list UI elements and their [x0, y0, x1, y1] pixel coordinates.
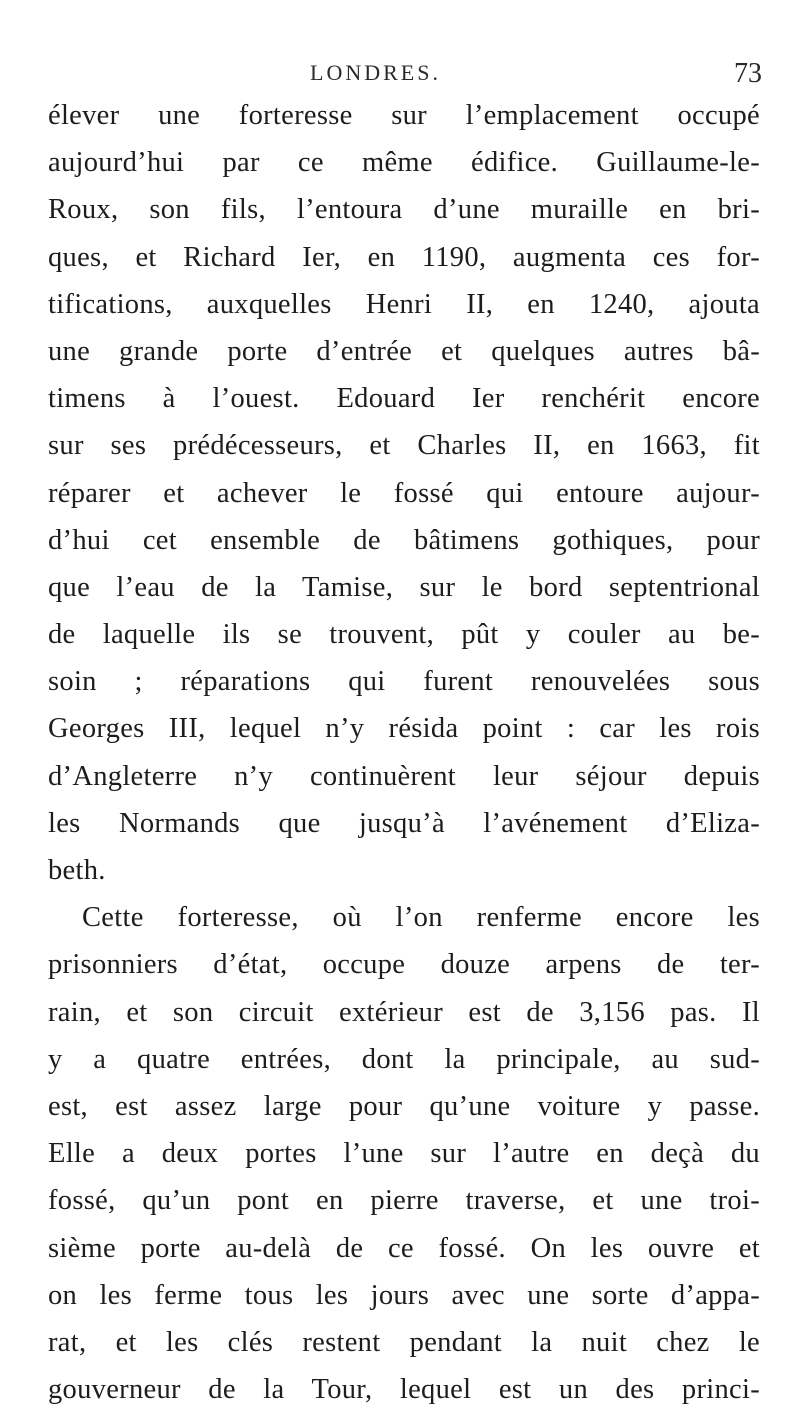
text-line: une grande porte d’entrée et quelques autres bâ-: [48, 335, 760, 367]
text-line: Roux, son fils, l’entoura d’une muraille en bri-: [48, 194, 760, 226]
text-line: d’Angleterre n’y continuèrent leur séjour depuis: [48, 760, 760, 792]
text-line: ques, et Richard Ier, en 1190, augmenta ces for-: [48, 241, 760, 273]
paragraph-2: [48, 894, 760, 1413]
text-line: élever une forteresse sur l’emplacement occupé: [48, 100, 760, 131]
text-line: d’hui cet ensemble de bâtimens gothiques, pour: [48, 524, 760, 556]
text-line: est, est assez large pour qu’une voiture y passe.: [48, 1090, 760, 1122]
text-line: Georges III, lequel n’y résida point : car les rois: [48, 713, 760, 745]
text-line: soin ; réparations qui furent renouvelées sous: [48, 666, 760, 698]
text-line: aujourd’hui par ce même édifice. Guillaume-le-: [48, 147, 760, 179]
text-line: beth.: [48, 855, 106, 886]
text-body: [48, 92, 760, 1413]
text-line: fossé, qu’un pont en pierre traverse, et une troi-: [48, 1185, 760, 1217]
text-line: réparer et achever le fossé qui entoure aujour-: [48, 477, 760, 509]
running-head: [0, 60, 800, 96]
text-line: tifications, auxquelles Henri II, en 1240, ajouta: [48, 288, 760, 320]
text-line: rat, et les clés restent pendant la nuit chez le: [48, 1326, 760, 1358]
text-line: gouverneur de la Tour, lequel est un des princi-: [48, 1374, 760, 1406]
page-number: 73: [734, 58, 762, 89]
text-line: y a quatre entrées, dont la principale, au sud-: [48, 1043, 760, 1075]
text-line: on les ferme tous les jours avec une sorte d’appa-: [48, 1279, 760, 1311]
text-line: prisonniers d’état, occupe douze arpens de ter-: [48, 949, 760, 981]
running-title: LONDRES.: [310, 60, 441, 85]
paragraph-1: [48, 92, 760, 894]
text-line: Cette forteresse, où l’on renferme encore les: [82, 902, 760, 934]
text-line: rain, et son circuit extérieur est de 3,156 pas. Il: [48, 996, 760, 1028]
text-line: de laquelle ils se trouvent, pût y couler au be-: [48, 619, 760, 651]
text-line: les Normands que jusqu’à l’avénement d’Eliza-: [48, 807, 760, 839]
text-line: sur ses prédécesseurs, et Charles II, en 1663, fit: [48, 430, 760, 462]
text-line: timens à l’ouest. Edouard Ier renchérit encore: [48, 383, 760, 415]
text-line: que l’eau de la Tamise, sur le bord septentrional: [48, 571, 760, 603]
text-line: sième porte au-delà de ce fossé. On les ouvre et: [48, 1232, 760, 1264]
text-line: Elle a deux portes l’une sur l’autre en deçà du: [48, 1138, 760, 1170]
